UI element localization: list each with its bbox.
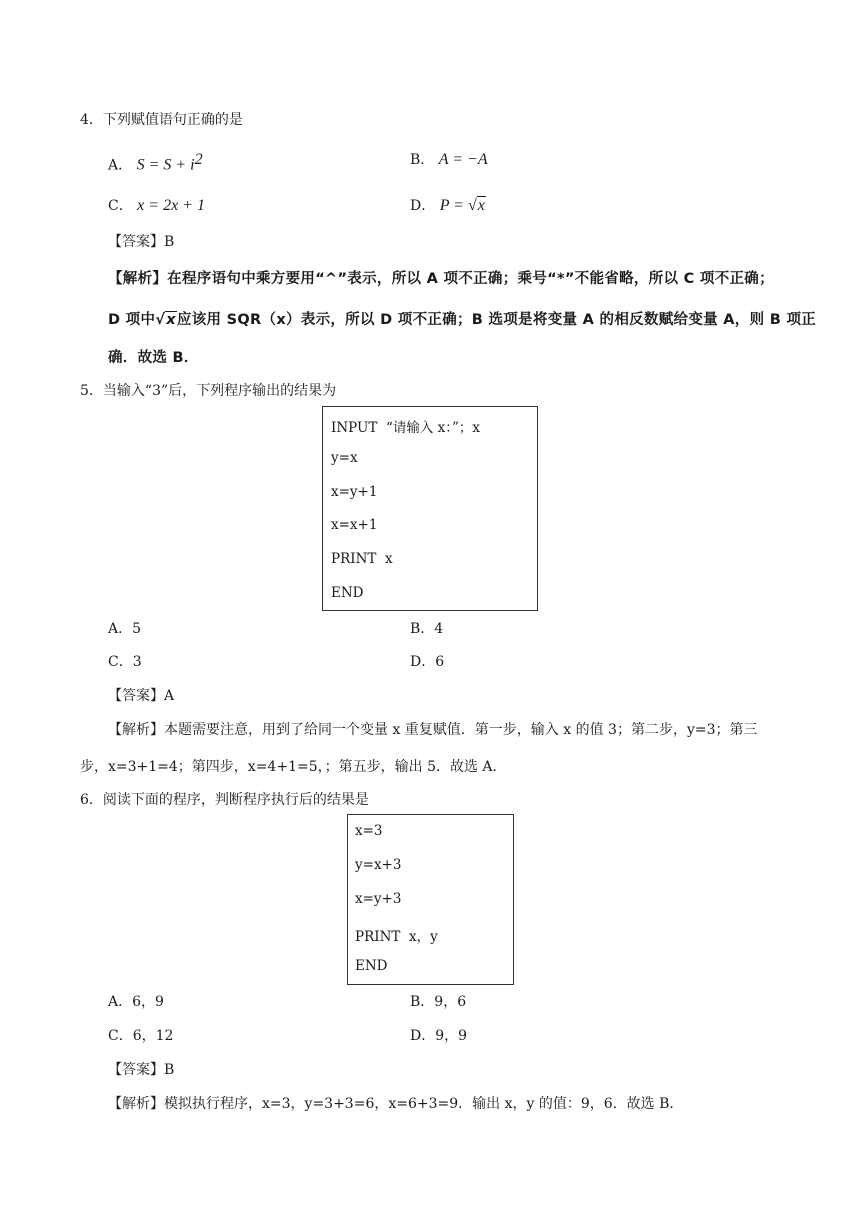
code-line: x=y+1 <box>331 484 378 500</box>
q6-stem: 6．阅读下面的程序，判断程序执行后的结果是 <box>80 792 369 808</box>
sqrt-symbol: √x <box>155 312 176 328</box>
sqrt-symbol: √x <box>467 197 485 214</box>
q4-answer: 【答案】B <box>108 234 175 250</box>
q5-option-d: D．6 <box>410 654 445 670</box>
code-line: PRINT x，y <box>355 929 438 945</box>
q4-option-a <box>108 150 203 176</box>
q5-option-a: A．5 <box>108 621 142 637</box>
q6-option-c: C．6，12 <box>108 1028 174 1044</box>
radicand: x <box>166 312 176 328</box>
q5-option-b: B．4 <box>410 621 444 637</box>
q4-analysis-line1: 【解析】在程序语句中乘方要用“^”表示，所以 A 项不正确；乘号“*”不能省略，所以 C 项不正确； <box>108 271 774 287</box>
option-label: A． <box>108 157 133 174</box>
code-line: y=x <box>331 450 358 466</box>
q4-analysis-line2 <box>108 310 816 330</box>
code-line: x=y+3 <box>355 891 402 907</box>
code-line: x=3 <box>355 823 383 839</box>
option-expression: P = <box>439 197 468 214</box>
q5-answer: 【答案】A <box>108 688 175 704</box>
option-expression: A = −A <box>438 151 488 168</box>
code-line: END <box>331 585 364 601</box>
code-line: y=x+3 <box>355 857 402 873</box>
analysis-text: 应该用 SQR（x）表示，所以 D 项不正确；B 选项是将变量 A 的相反数赋给变量 A，则 B 项正 <box>176 312 817 328</box>
option-label: C． <box>108 198 133 214</box>
q4-option-c <box>108 196 205 216</box>
q6-answer: 【答案】B <box>108 1062 175 1078</box>
option-label: D． <box>410 198 436 214</box>
option-exponent: 2 <box>194 151 203 168</box>
analysis-text: D 项中 <box>108 312 156 328</box>
code-line: x=x+1 <box>331 517 378 533</box>
q4-option-b <box>410 150 488 170</box>
option-expression: x = 2x + 1 <box>137 197 205 214</box>
q4-stem: 4．下列赋值语句正确的是 <box>80 112 243 128</box>
q5-stem: 5．当输入“3”后，下列程序输出的结果为 <box>80 383 337 399</box>
q6-analysis: 【解析】模拟执行程序，x=3，y=3+3=6，x=6+3=9．输出 x，y 的值：9，6．故选 B． <box>108 1096 684 1112</box>
q4-analysis-line3: 确．故选 B． <box>108 350 199 366</box>
code-line: END <box>355 958 388 974</box>
q6-option-b: B．9，6 <box>410 994 467 1010</box>
q4-option-d <box>410 196 486 216</box>
q5-analysis-line1: 【解析】本题需要注意，用到了给同一个变量 x 重复赋值．第一步，输入 x 的值 3；第二步，y=3；第三 <box>108 722 758 738</box>
radicand: x <box>477 197 485 214</box>
code-line: PRINT x <box>331 551 393 567</box>
option-expression: S = S + i <box>136 156 195 174</box>
option-label: B． <box>410 152 435 168</box>
q5-option-c: C．3 <box>108 654 142 670</box>
q6-option-d: D．9，9 <box>410 1028 468 1044</box>
q5-code-box <box>322 406 538 611</box>
code-line: INPUT “请输入 x：”；x <box>331 420 481 436</box>
q6-option-a: A．6，9 <box>108 994 164 1010</box>
q5-analysis-line2: 步，x=3+1=4；第四步，x=4+1=5，；第五步，输出 5．故选 A． <box>80 759 507 775</box>
